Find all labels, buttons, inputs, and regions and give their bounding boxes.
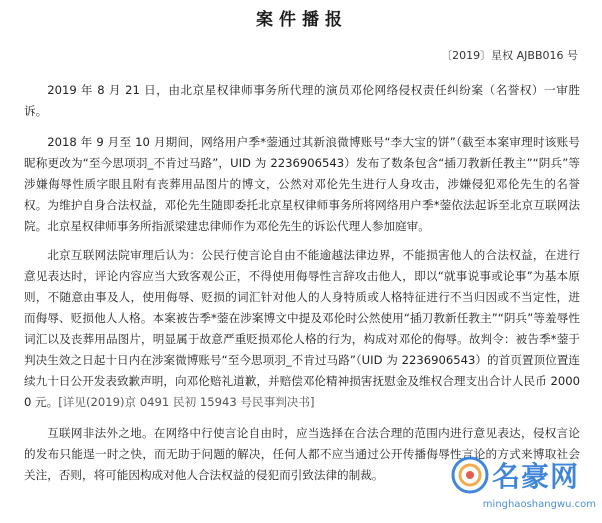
paragraph-case-background: 2018 年 9 月至 10 月期间，网络用户季*蓥通过其新浪微博账号“李大宝的饼”（截至本案审理时该账号昵称更改为“至今思项羽_不肯过马路”，UID 为 2236906543）发布了数条包含“插刀教新任教主”“阴兵”等涉嫌侮辱性质字眼且附有丧葬用品图片的博文，公然对邓伦先生进行人身攻击，涉嫌侵犯邓伦先生的名誉权。为维护自身合法权益，邓伦先生随即委托北京星权律师事务所将网络用户季*蓥依法起诉至北京互联网法院。北京星权律师事务所指派梁建忠律师作为邓伦先生的诉讼代理人参加庭审。: [24, 135, 580, 233]
judgment-reference: [详见(2019)京 0491 民初 15943 号民事判决书]: [58, 395, 315, 409]
case-number: 〔2019〕星权 AJBB016 号: [441, 49, 578, 62]
paragraph-conclusion: 互联网非法外之地。在网络中行使言论自由时，应当选择在合法合理的范围内进行意见表达，侵权言论的发布只能逞一时之快，而无助于问题的解决，任何人都不应当通过公开传播侮辱性言论的方式来博取社会关注，否则，将可能因构成对他人合法权益的侵犯而引致法律的制裁。: [24, 426, 580, 482]
watermark-url: minghaoshangwu.com: [482, 499, 596, 510]
paragraph-verdict-summary: 2019 年 8 月 21 日，由北京星权律师事务所代理的演员邓伦网络侵权责任纠纷案（名誉权）一审胜诉。: [24, 83, 580, 118]
court-ruling-text: 北京互联网法院审理后认为：公民行使言论自由不能逾越法律边界，不能损害他人的合法权益，在进行意见表达时，评论内容应当大致客观公正，不得使用侮辱性言辞攻击他人，即以“就事说事或论事”为基本原则，不随意由事及人，使用侮辱、贬损的词汇针对他人的人身特质或人格特征进行不当归因或不当定性，进而侮辱、贬损他人人格。本案被告季*蓥在涉案博文中提及邓伦时公然使用“插刀教新任教主”“阴兵”等羞辱性词汇以及丧葬用品图片，明显属于故意严重贬损邓伦人格的行为，构成对邓伦的侮辱。故判令：被告季*蓥于判决生效之日起十日内在涉案微博账号“至今思项羽_不肯过马路”（UID 为 2236906543）的首页置顶位置连续九十日公开发表致歉声明，向邓伦赔礼道歉，并赔偿邓伦精神损害抚慰金及维权合理支出合计人民币 20000 元。: [24, 248, 580, 409]
watermark-logo-icon: [450, 455, 490, 495]
document-title: 案件播报: [256, 10, 348, 30]
watermark-brand: 名豪网: [492, 460, 580, 493]
site-watermark: [446, 453, 596, 519]
paragraph-court-ruling: [24, 245, 580, 413]
